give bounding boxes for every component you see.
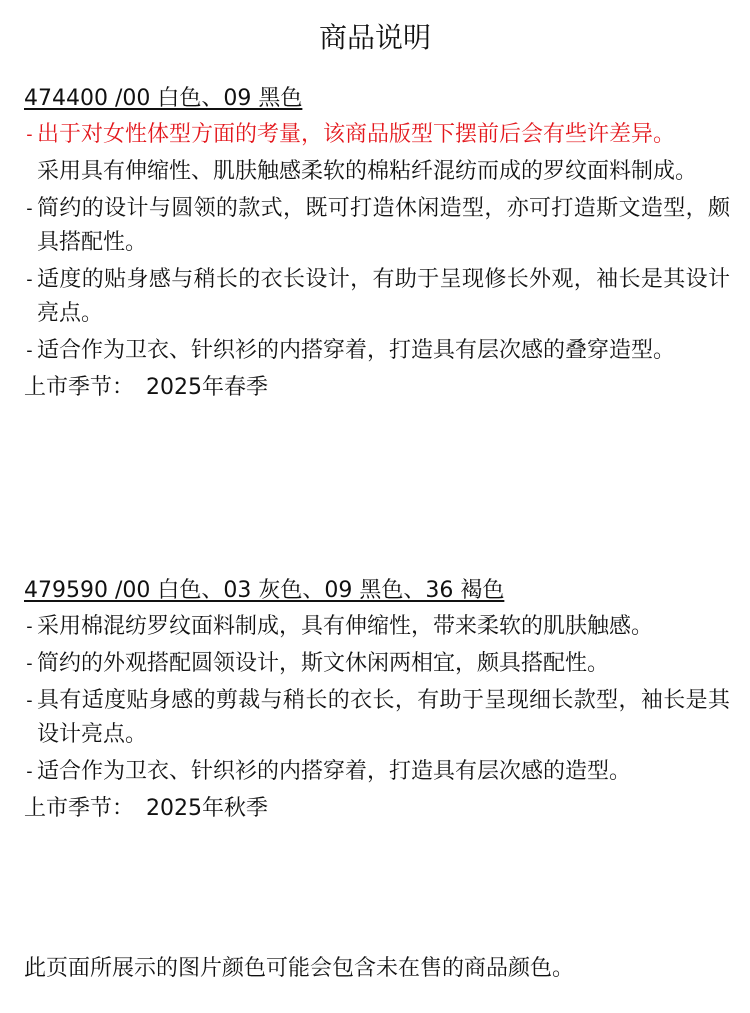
product-heading: 474400 /00 白色、09 黑色	[24, 86, 303, 111]
product-section-474400	[24, 84, 730, 405]
feature-item: - 具有适度贴身感的剪裁与稍长的衣长，有助于呈现细长款型，袖长是其设计亮点。	[24, 684, 730, 752]
feature-item: - 采用棉混纺罗纹面料制成，具有伸缩性，带来柔软的肌肤触感。	[24, 610, 730, 644]
page-title: 商品说明	[318, 21, 431, 54]
feature-item-highlight: - 出于对女性体型方面的考量，该商品版型下摆前后会有些许差异。	[24, 118, 730, 152]
product-heading: 479590 /00 白色、03 灰色、09 黑色、36 褐色	[24, 578, 505, 603]
release-season-label: 上市季节：	[24, 375, 135, 400]
release-season-value: 2025年秋季	[146, 796, 269, 821]
feature-item: - 简约的设计与圆领的款式，既可打造休闲造型，亦可打造斯文造型，颇具搭配性。	[24, 192, 730, 260]
product-section-479590	[24, 576, 730, 826]
feature-item: - 适合作为卫衣、针织衫的内搭穿着，打造具有层次感的造型。	[24, 755, 730, 789]
feature-item: - 简约的外观搭配圆领设计，斯文休闲两相宜，颇具搭配性。	[24, 647, 730, 681]
feature-item: 采用具有伸缩性、肌肤触感柔软的棉粘纤混纺而成的罗纹面料制成。	[37, 159, 698, 184]
release-season-value: 2025年春季	[146, 375, 269, 400]
feature-item: - 适度的贴身感与稍长的衣长设计，有助于呈现修长外观，袖长是其设计亮点。	[24, 263, 730, 331]
feature-item: - 适合作为卫衣、针织衫的内搭穿着，打造具有层次感的叠穿造型。	[24, 334, 730, 368]
release-season	[24, 792, 730, 826]
color-disclaimer: 此页面所展示的图片颜色可能会包含未在售的商品颜色。	[24, 956, 575, 981]
release-season-label: 上市季节：	[24, 796, 135, 821]
release-season	[24, 371, 730, 405]
